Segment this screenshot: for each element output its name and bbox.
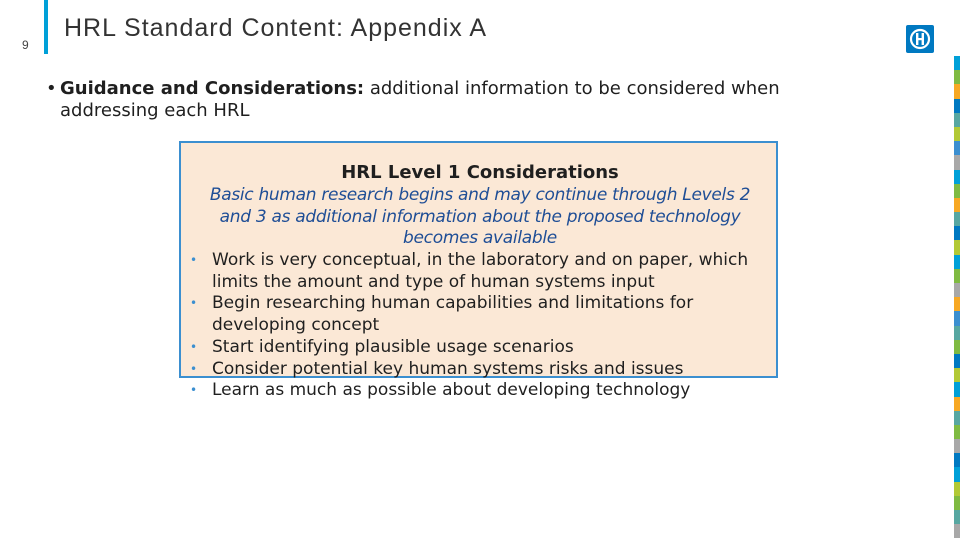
- stripe-segment: [954, 170, 960, 184]
- intro-description: additional information to be considered when addressing each HRL: [60, 78, 780, 121]
- list-item-text: Learn as much as possible about developing technology: [212, 380, 691, 401]
- stripe-segment: [954, 326, 960, 340]
- list-item: [190, 380, 780, 402]
- list-item: [190, 250, 780, 293]
- considerations-list: [190, 250, 780, 402]
- stripe-segment: [954, 340, 960, 354]
- list-item: [190, 359, 780, 381]
- stripe-segment: [954, 524, 960, 538]
- stripe-segment: [954, 467, 960, 481]
- stripe-segment: [954, 198, 960, 212]
- list-item-text: Start identifying plausible usage scenarios: [212, 336, 574, 357]
- stripe-segment: [954, 368, 960, 382]
- stripe-segment: [954, 482, 960, 496]
- bullet-icon: •: [190, 361, 198, 376]
- decorative-stripes: [954, 56, 960, 540]
- box-heading: HRL Level 1 Considerations: [341, 162, 619, 183]
- stripe-segment: [954, 70, 960, 84]
- stripe-segment: [954, 141, 960, 155]
- intro-label: Guidance and Considerations:: [60, 78, 365, 99]
- stripe-segment: [954, 311, 960, 325]
- bullet-icon: •: [190, 383, 198, 398]
- slide-number: 9: [22, 38, 29, 52]
- stripe-segment: [954, 425, 960, 439]
- bullet-icon: •: [190, 339, 198, 354]
- stripe-segment: [954, 269, 960, 283]
- bullet-icon: •: [190, 253, 198, 267]
- list-item-text: Consider potential key human systems risks and issues: [212, 358, 684, 379]
- stripe-segment: [954, 297, 960, 311]
- stripe-segment: [954, 56, 960, 70]
- stripe-segment: [954, 382, 960, 396]
- intro-text: [46, 78, 846, 122]
- stripe-segment: [954, 240, 960, 254]
- slide-title: HRL Standard Content: Appendix A: [64, 14, 488, 42]
- stripe-segment: [954, 127, 960, 141]
- list-item: [190, 293, 780, 336]
- stripe-segment: [954, 113, 960, 127]
- bullet-icon: •: [46, 78, 57, 99]
- stripe-segment: [954, 354, 960, 368]
- stripe-segment: [954, 255, 960, 269]
- stripe-segment: [954, 510, 960, 524]
- stripe-segment: [954, 226, 960, 240]
- stripe-segment: [954, 439, 960, 453]
- stripe-segment: [954, 411, 960, 425]
- bullet-icon: •: [190, 296, 198, 311]
- box-subheading: Basic human research begins and may continue through Levels 2 and 3 as additional information about the proposed technology becomes available: [209, 185, 751, 248]
- stripe-segment: [954, 99, 960, 113]
- list-item-text: Begin researching human capabilities and limitations for developing concept: [212, 293, 694, 336]
- stripe-segment: [954, 397, 960, 411]
- stripe-segment: [954, 283, 960, 297]
- sandia-logo-icon: [906, 25, 934, 53]
- stripe-segment: [954, 212, 960, 226]
- stripe-segment: [954, 155, 960, 169]
- stripe-segment: [954, 184, 960, 198]
- stripe-segment: [954, 496, 960, 510]
- stripe-segment: [954, 453, 960, 467]
- list-item: [190, 337, 780, 359]
- stripe-segment: [954, 84, 960, 98]
- title-accent-bar: [44, 0, 48, 54]
- intro-bullet: [46, 78, 846, 122]
- list-item-text: Work is very conceptual, in the laboratory and on paper, which limits the amount and type of human systems input: [212, 250, 749, 292]
